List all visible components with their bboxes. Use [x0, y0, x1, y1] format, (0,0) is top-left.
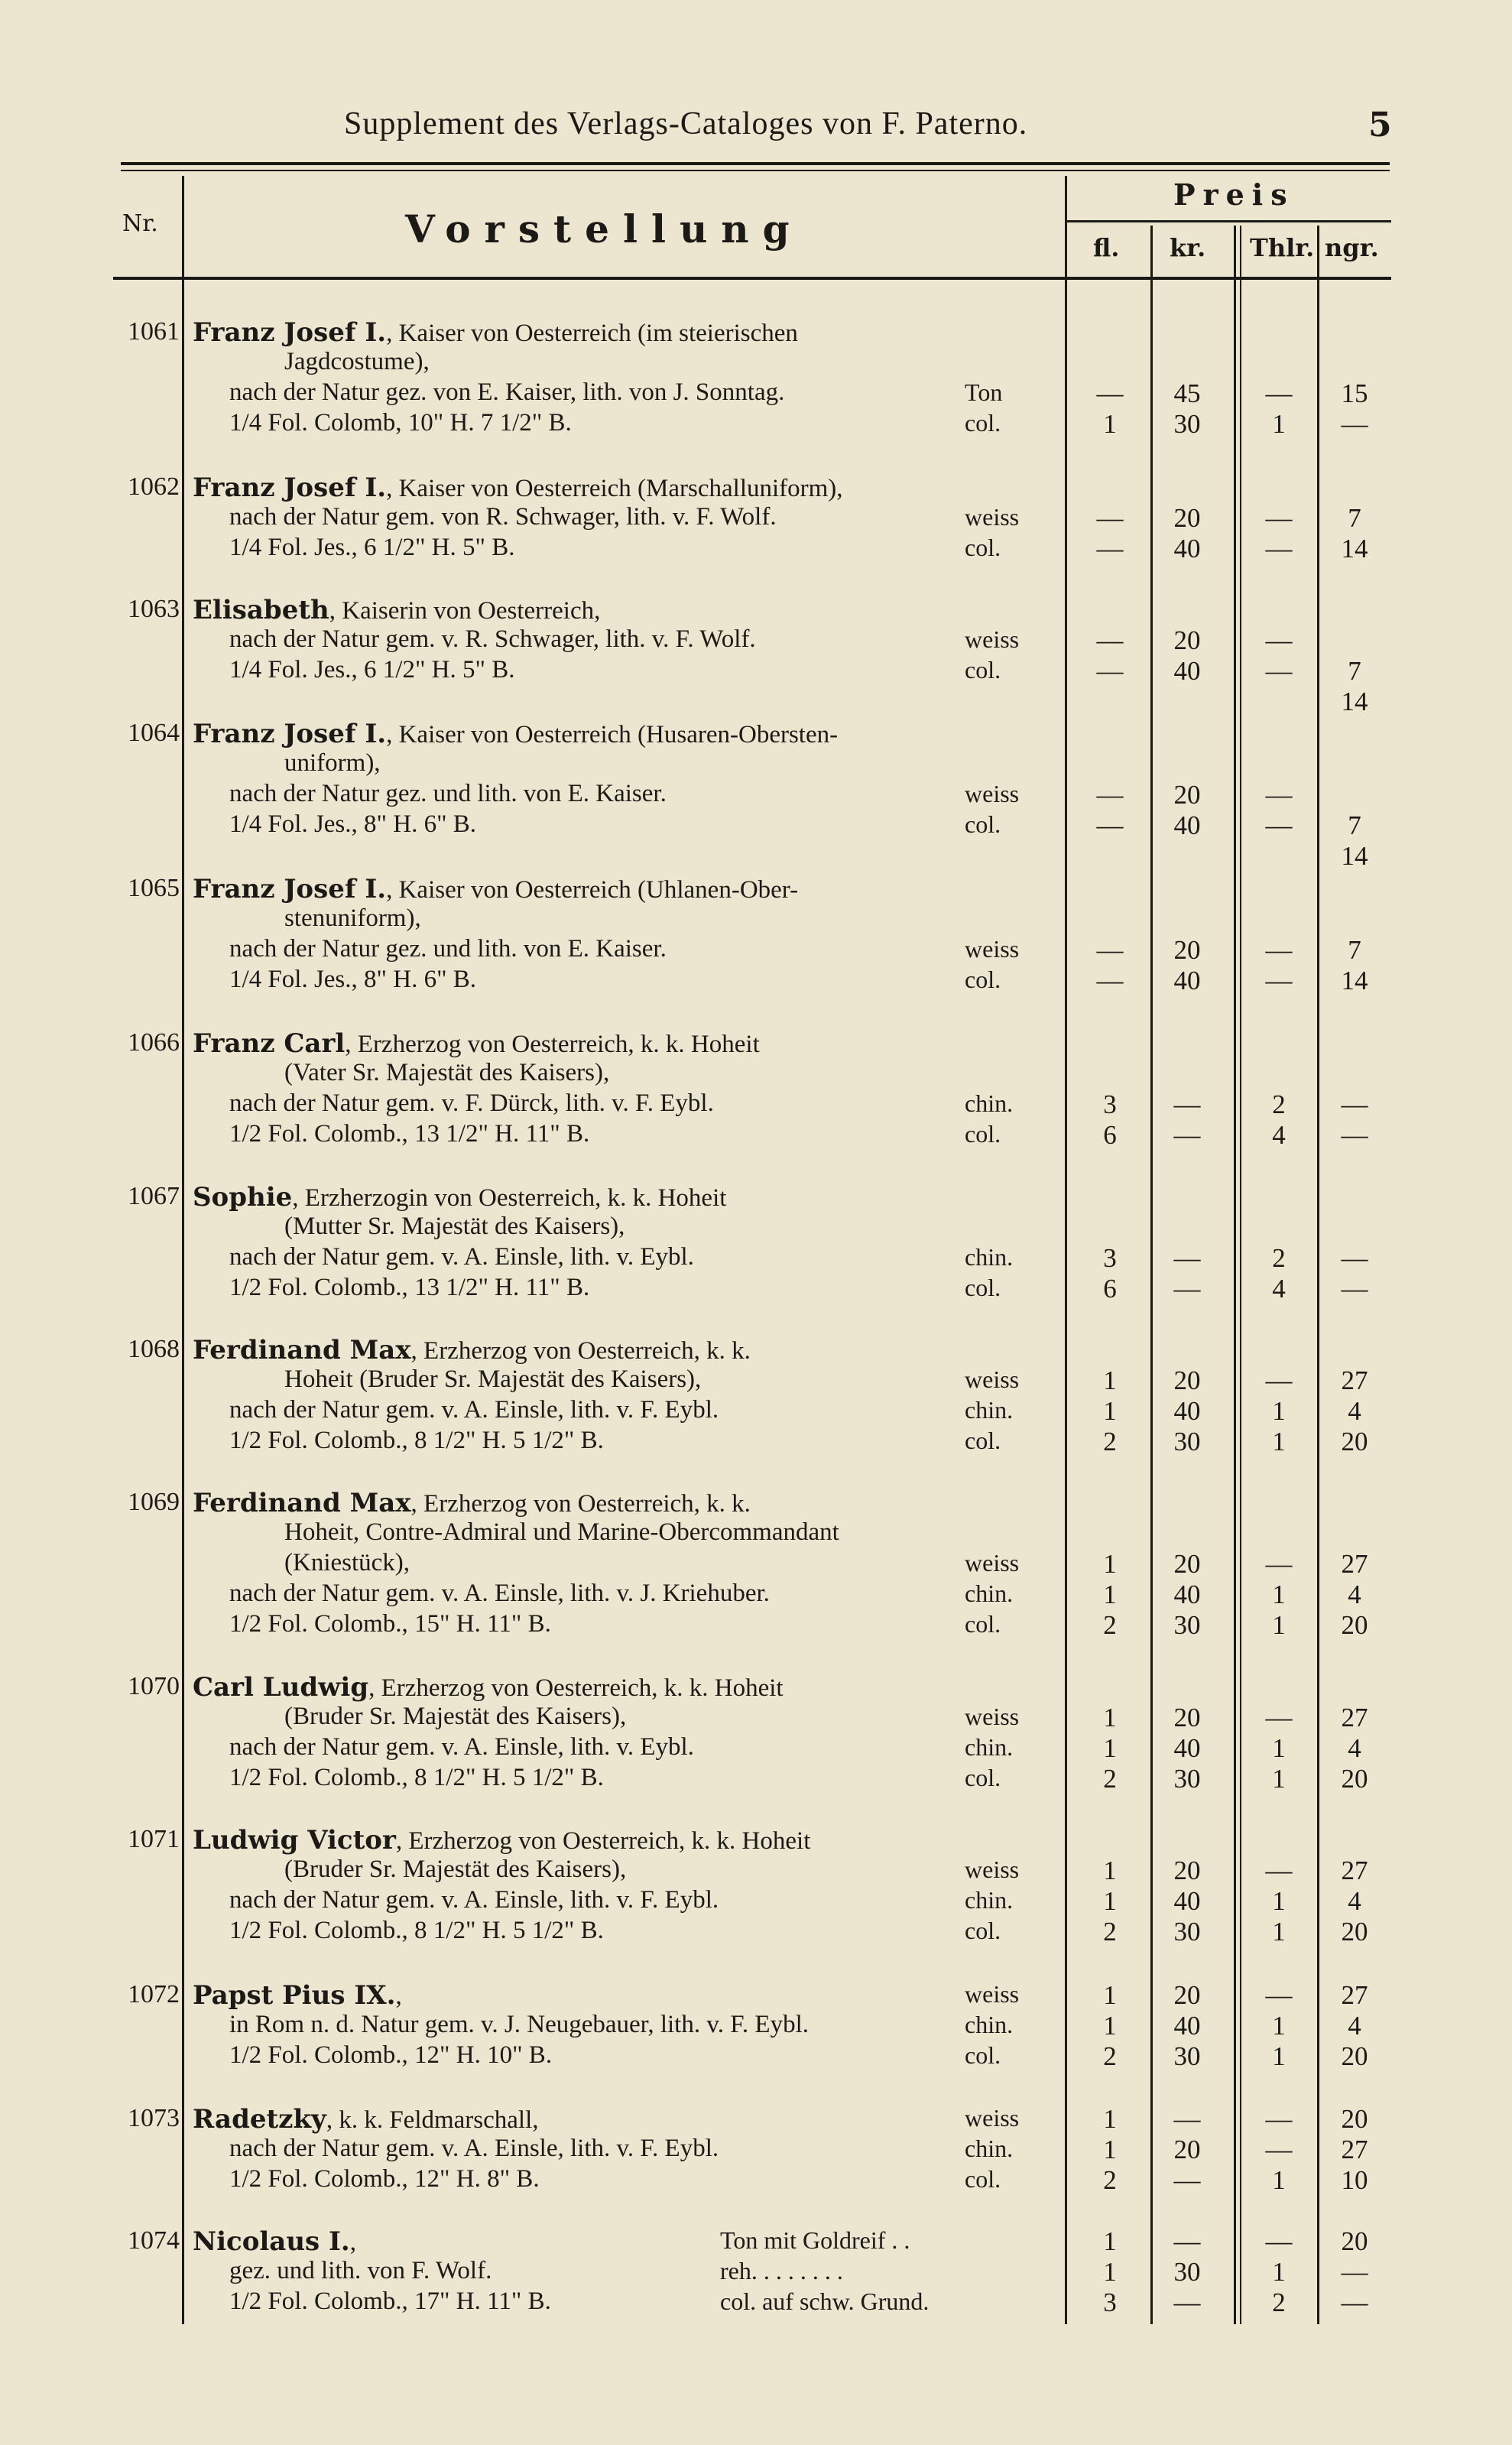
entry-name: Franz Josef I.: [193, 472, 387, 503]
entry-descriptor: , Erzherzog von Oesterreich, k. k.: [410, 1337, 751, 1365]
header-rule-top: [121, 162, 1390, 165]
column-line-kr: [1150, 226, 1153, 2324]
price-thlr: —: [1265, 503, 1293, 533]
price-ngr: —: [1341, 1089, 1368, 1119]
price-ngr: —: [1341, 1243, 1368, 1273]
variant-kind: chin.: [965, 1396, 1014, 1424]
entry-description-line: (Vater Sr. Majestät des Kaisers),: [284, 1059, 610, 1086]
price-thlr: —: [1265, 780, 1293, 810]
price-thlr: —: [1265, 1365, 1293, 1395]
price-ngr: 7: [1348, 503, 1361, 533]
price-kr: 40: [1173, 810, 1201, 840]
column-header-preis: Preis: [1173, 177, 1295, 212]
variant-kind: Ton mit Goldreif . .: [720, 2226, 910, 2254]
entry-descriptor: , Kaiser von Oesterreich (Marschalluniform),: [386, 475, 843, 502]
price-thlr: 1: [1272, 2257, 1286, 2287]
entry-descriptor: , Erzherzog von Oesterreich, k. k. Hoheit: [345, 1031, 760, 1058]
price-thlr: —: [1265, 656, 1293, 686]
price-ngr: 14: [1341, 841, 1368, 871]
variant-kind: weiss: [965, 1980, 1020, 2008]
variant-kind: col.: [965, 534, 1001, 561]
price-thlr: 1: [1272, 2011, 1286, 2041]
price-kr: 20: [1173, 1703, 1201, 1732]
price-thlr: —: [1265, 810, 1293, 840]
entry-title-line: [193, 595, 600, 625]
entry-description-line: 1/2 Fol. Colomb., 15" H. 11" B.: [229, 1610, 551, 1638]
variant-kind: col.: [965, 1120, 1001, 1148]
entry-description-line: nach der Natur gez. und lith. von E. Kaiser.: [229, 935, 667, 963]
price-thlr: 1: [1272, 1764, 1286, 1794]
entry-name: Franz Josef I.: [193, 874, 387, 904]
price-fl: 1: [1103, 1703, 1117, 1732]
price-ngr: 20: [1341, 1917, 1368, 1947]
price-ngr: 27: [1341, 1856, 1368, 1885]
price-fl: 3: [1103, 1089, 1117, 1119]
price-fl: 2: [1103, 2041, 1117, 2071]
price-thlr: —: [1265, 2135, 1293, 2164]
price-ngr: 4: [1348, 1580, 1361, 1609]
page-number: 5: [1368, 106, 1392, 144]
entry-descriptor: , Erzherzogin von Oesterreich, k. k. Hoheit: [292, 1184, 727, 1212]
column-line-nr: [182, 176, 184, 2324]
entry-description-line: nach der Natur gem. v. A. Einsle, lith. v. Eybl.: [229, 1733, 694, 1761]
column-line-thlr-b: [1240, 226, 1241, 2324]
price-fl: 2: [1103, 1610, 1117, 1640]
price-thlr: —: [1265, 935, 1293, 965]
entry-descriptor: , Erzherzog von Oesterreich, k. k. Hoheit: [395, 1827, 811, 1855]
price-ngr: 15: [1341, 378, 1368, 408]
price-fl: —: [1096, 780, 1124, 810]
variant-kind: chin.: [965, 1733, 1014, 1761]
price-fl: 2: [1103, 1427, 1117, 1456]
entry-name: Franz Josef I.: [193, 719, 387, 749]
entry-description-line: nach der Natur gem. von R. Schwager, lith. v. F. Wolf.: [229, 503, 777, 531]
column-line-ngr: [1317, 226, 1319, 2324]
variant-kind: chin.: [965, 1243, 1014, 1271]
entry-name: Nicolaus I.: [193, 2226, 350, 2257]
price-fl: 2: [1103, 2165, 1117, 2195]
price-fl: —: [1096, 625, 1124, 655]
price-kr: —: [1173, 2104, 1201, 2134]
price-ngr: —: [1341, 1120, 1368, 1150]
entry-title-line: [193, 317, 798, 348]
column-header-kr: kr.: [1170, 233, 1206, 262]
price-kr: 40: [1173, 1580, 1201, 1609]
entry-description-line: (Bruder Sr. Majestät des Kaisers),: [284, 1856, 627, 1883]
price-kr: 40: [1173, 1396, 1201, 1426]
entry-descriptor: , Kaiser von Oesterreich (Husaren-Obersten-: [386, 721, 839, 748]
column-header-nr: Nr.: [122, 210, 158, 237]
price-fl: 1: [1103, 1396, 1117, 1426]
variant-kind: col.: [965, 2165, 1001, 2193]
entry-title-line: [193, 1980, 402, 2011]
price-thlr: 1: [1272, 1427, 1286, 1456]
entry-description-line: stenuniform),: [284, 904, 421, 932]
price-thlr: —: [1265, 534, 1293, 563]
entry-number: 1068: [128, 1335, 180, 1363]
price-kr: 20: [1173, 1980, 1201, 2010]
entry-description-line: Hoheit, Contre-Admiral und Marine-Obercommandant: [284, 1518, 839, 1546]
price-thlr: 2: [1272, 1089, 1286, 1119]
price-thlr: —: [1265, 378, 1293, 408]
column-header-ngr: ngr.: [1325, 233, 1379, 262]
entry-number: 1062: [128, 472, 180, 501]
variant-kind: weiss: [965, 1703, 1020, 1730]
entry-description-line: 1/4 Fol. Jes., 6 1/2" H. 5" B.: [229, 656, 515, 683]
price-ngr: 27: [1341, 1365, 1368, 1395]
price-thlr: —: [1265, 2226, 1293, 2256]
price-kr: 40: [1173, 1733, 1201, 1763]
variant-kind: col.: [965, 409, 1001, 437]
entry-description-line: 1/4 Fol. Jes., 8" H. 6" B.: [229, 966, 477, 993]
price-kr: 30: [1173, 1764, 1201, 1794]
price-ngr: —: [1341, 409, 1368, 439]
entry-number: 1070: [128, 1672, 180, 1700]
entry-name: Papst Pius IX.: [193, 1980, 396, 2011]
entry-description-line: nach der Natur gez. von E. Kaiser, lith. von J. Sonntag.: [229, 378, 785, 406]
entry-number: 1065: [128, 874, 180, 902]
price-ngr: 4: [1348, 2011, 1361, 2041]
entry-number: 1074: [128, 2226, 180, 2255]
price-fl: 1: [1103, 2011, 1117, 2041]
entry-title-line: [193, 1182, 726, 1213]
entry-name: Carl Ludwig: [193, 1672, 369, 1703]
entry-description-line: nach der Natur gem. v. A. Einsle, lith. v. J. Kriehuber.: [229, 1580, 770, 1607]
entry-description-line: gez. und lith. von F. Wolf.: [229, 2257, 492, 2284]
price-kr: —: [1173, 2226, 1201, 2256]
price-fl: 2: [1103, 1764, 1117, 1794]
entry-number: 1073: [128, 2104, 180, 2132]
entry-number: 1071: [128, 1825, 180, 1853]
entry-descriptor: , Kaiserin von Oesterreich,: [329, 597, 601, 625]
entry-title-line: [193, 472, 843, 503]
price-ngr: 4: [1348, 1886, 1361, 1916]
price-fl: 6: [1103, 1274, 1117, 1304]
price-ngr: 20: [1341, 1610, 1368, 1640]
price-ngr: 20: [1341, 1427, 1368, 1456]
entry-description-line: Hoheit (Bruder Sr. Majestät des Kaisers),: [284, 1365, 702, 1393]
entry-name: Ferdinand Max: [193, 1335, 411, 1365]
price-kr: 20: [1173, 2135, 1201, 2164]
entry-description-line: 1/2 Fol. Colomb., 8 1/2" H. 5 1/2" B.: [229, 1427, 604, 1454]
entry-description-line: 1/4 Fol. Colomb, 10" H. 7 1/2" B.: [229, 409, 572, 437]
price-fl: —: [1096, 656, 1124, 686]
price-ngr: 7: [1348, 935, 1361, 965]
entry-description-line: nach der Natur gem. v. A. Einsle, lith. v. Eybl.: [229, 1243, 694, 1271]
price-ngr: 4: [1348, 1396, 1361, 1426]
preis-underline: [1066, 220, 1391, 222]
price-thlr: 1: [1272, 1396, 1286, 1426]
entry-number: 1066: [128, 1028, 180, 1057]
entry-name: Franz Carl: [193, 1028, 346, 1059]
price-kr: —: [1173, 1089, 1201, 1119]
variant-kind: col.: [965, 1764, 1001, 1791]
price-kr: 40: [1173, 2011, 1201, 2041]
price-fl: —: [1096, 534, 1124, 563]
price-fl: 1: [1103, 2104, 1117, 2134]
variant-kind: col.: [965, 1274, 1001, 1301]
price-kr: 30: [1173, 1610, 1201, 1640]
price-thlr: 1: [1272, 2041, 1286, 2071]
price-ngr: 20: [1341, 2041, 1368, 2071]
price-fl: —: [1096, 966, 1124, 995]
price-fl: 3: [1103, 2288, 1117, 2317]
entry-number: 1061: [128, 317, 180, 346]
column-line-thlr-a: [1234, 226, 1236, 2324]
variant-kind: chin.: [965, 1580, 1014, 1607]
entry-description-line: nach der Natur gez. und lith. von E. Kaiser.: [229, 780, 667, 807]
price-kr: 30: [1173, 1427, 1201, 1456]
price-fl: 1: [1103, 1856, 1117, 1885]
price-kr: 20: [1173, 780, 1201, 810]
price-kr: —: [1173, 1274, 1201, 1304]
price-kr: 40: [1173, 534, 1201, 563]
entry-description-line: 1/2 Fol. Colomb., 17" H. 11" B.: [229, 2288, 551, 2315]
price-kr: 20: [1173, 625, 1201, 655]
entry-name: Ferdinand Max: [193, 1488, 411, 1518]
price-fl: 1: [1103, 409, 1117, 439]
entry-description-line: nach der Natur gem. v. A. Einsle, lith. v. F. Eybl.: [229, 2135, 719, 2162]
price-ngr: 27: [1341, 1549, 1368, 1579]
entry-name: Franz Josef I.: [193, 317, 387, 348]
price-fl: 1: [1103, 1733, 1117, 1763]
entry-name: Ludwig Victor: [193, 1825, 396, 1856]
column-header-fl: fl.: [1093, 233, 1120, 262]
entry-description-line: 1/4 Fol. Jes., 8" H. 6" B.: [229, 810, 477, 838]
variant-kind: weiss: [965, 1856, 1020, 1883]
entry-title-line: [193, 1488, 751, 1518]
entry-descriptor: , Kaiser von Oesterreich (im steierischen: [386, 320, 798, 347]
entry-title-line: [193, 2226, 356, 2257]
variant-kind: reh. . . . . . . .: [720, 2257, 843, 2284]
price-ngr: 20: [1341, 2104, 1368, 2134]
entry-number: 1069: [128, 1488, 180, 1516]
entry-title-line: [193, 874, 798, 904]
price-kr: 30: [1173, 2257, 1201, 2287]
entry-description-line: 1/2 Fol. Colomb., 12" H. 10" B.: [229, 2041, 553, 2069]
entry-title-line: [193, 2104, 539, 2135]
price-ngr: 27: [1341, 2135, 1368, 2164]
price-fl: 2: [1103, 1917, 1117, 1947]
price-fl: 1: [1103, 2257, 1117, 2287]
entry-title-line: [193, 719, 838, 749]
price-fl: 1: [1103, 2135, 1117, 2164]
price-ngr: 27: [1341, 1703, 1368, 1732]
price-ngr: 10: [1341, 2165, 1368, 2195]
price-fl: 1: [1103, 1580, 1117, 1609]
entry-description-line: 1/2 Fol. Colomb., 13 1/2" H. 11" B.: [229, 1274, 590, 1301]
entry-title-line: [193, 1028, 760, 1059]
price-fl: —: [1096, 935, 1124, 965]
entry-description-line: 1/2 Fol. Colomb., 8 1/2" H. 5 1/2" B.: [229, 1917, 604, 1944]
entry-descriptor: ,: [349, 2229, 357, 2256]
price-fl: 3: [1103, 1243, 1117, 1273]
variant-kind: col.: [965, 966, 1001, 993]
price-ngr: 7: [1348, 810, 1361, 840]
variant-kind: chin.: [965, 1089, 1014, 1117]
variant-kind: weiss: [965, 1549, 1020, 1576]
price-ngr: 14: [1341, 687, 1368, 716]
running-title: Supplement des Verlags-Cataloges von F. Paterno.: [344, 106, 1028, 141]
variant-kind: chin.: [965, 1886, 1014, 1914]
price-thlr: —: [1265, 625, 1293, 655]
variant-kind: col.: [965, 1427, 1001, 1454]
price-thlr: 1: [1272, 1580, 1286, 1609]
column-line-fl: [1065, 176, 1067, 2324]
entry-name: Elisabeth: [193, 595, 329, 625]
variant-kind: weiss: [965, 935, 1020, 963]
entry-name: Sophie: [193, 1182, 293, 1213]
price-kr: 45: [1173, 378, 1201, 408]
entry-number: 1064: [128, 719, 180, 747]
entry-description-line: (Kniestück),: [284, 1549, 410, 1576]
price-thlr: 1: [1272, 2165, 1286, 2195]
entry-descriptor: , Kaiser von Oesterreich (Uhlanen-Ober-: [386, 876, 799, 904]
price-ngr: 14: [1341, 966, 1368, 995]
price-fl: —: [1096, 503, 1124, 533]
price-thlr: 2: [1272, 2288, 1286, 2317]
price-kr: 40: [1173, 656, 1201, 686]
price-fl: 6: [1103, 1120, 1117, 1150]
price-kr: 30: [1173, 409, 1201, 439]
price-thlr: 4: [1272, 1274, 1286, 1304]
price-ngr: —: [1341, 2288, 1368, 2317]
entry-title-line: [193, 1825, 810, 1856]
price-ngr: 20: [1341, 1764, 1368, 1794]
entry-description-line: Jagdcostume),: [284, 348, 430, 375]
entry-description-line: (Bruder Sr. Majestät des Kaisers),: [284, 1703, 627, 1730]
price-ngr: —: [1341, 1274, 1368, 1304]
variant-kind: col.: [965, 2041, 1001, 2069]
variant-kind: weiss: [965, 1365, 1020, 1393]
variant-kind: Ton: [965, 378, 1003, 406]
entry-name: Radetzky: [193, 2104, 326, 2135]
price-fl: 1: [1103, 1886, 1117, 1916]
price-kr: —: [1173, 1120, 1201, 1150]
price-kr: 20: [1173, 503, 1201, 533]
entry-description-line: 1/2 Fol. Colomb., 12" H. 8" B.: [229, 2165, 540, 2193]
price-kr: 20: [1173, 935, 1201, 965]
price-thlr: 1: [1272, 1886, 1286, 1916]
price-thlr: 1: [1272, 409, 1286, 439]
price-thlr: —: [1265, 1856, 1293, 1885]
price-thlr: —: [1265, 1703, 1293, 1732]
variant-kind: col. auf schw. Grund.: [720, 2288, 930, 2315]
entry-descriptor: , k. k. Feldmarschall,: [326, 2106, 539, 2134]
entry-number: 1067: [128, 1182, 180, 1210]
entry-description-line: 1/4 Fol. Jes., 6 1/2" H. 5" B.: [229, 534, 515, 561]
entry-title-line: [193, 1335, 751, 1365]
price-thlr: 1: [1272, 1733, 1286, 1763]
entry-description-line: 1/2 Fol. Colomb., 13 1/2" H. 11" B.: [229, 1120, 590, 1148]
variant-kind: weiss: [965, 625, 1020, 653]
entry-number: 1072: [128, 1980, 180, 2008]
entry-descriptor: , Erzherzog von Oesterreich, k. k.: [410, 1490, 751, 1518]
price-thlr: —: [1265, 2104, 1293, 2134]
column-header-thlr: Thlr.: [1250, 233, 1315, 262]
entry-description-line: nach der Natur gem. v. R. Schwager, lith. v. F. Wolf.: [229, 625, 756, 653]
variant-kind: chin.: [965, 2011, 1014, 2038]
price-kr: 30: [1173, 1917, 1201, 1947]
price-kr: 30: [1173, 2041, 1201, 2071]
variant-kind: weiss: [965, 780, 1020, 807]
variant-kind: weiss: [965, 503, 1020, 531]
variant-kind: col.: [965, 1917, 1001, 1944]
price-fl: —: [1096, 378, 1124, 408]
price-kr: 20: [1173, 1365, 1201, 1395]
price-ngr: 27: [1341, 1980, 1368, 2010]
entry-description-line: uniform),: [284, 749, 381, 777]
entry-description-line: 1/2 Fol. Colomb., 8 1/2" H. 5 1/2" B.: [229, 1764, 604, 1791]
price-fl: 1: [1103, 1365, 1117, 1395]
variant-kind: weiss: [965, 2104, 1020, 2132]
header-bottom-rule: [113, 277, 1391, 280]
price-fl: 1: [1103, 2226, 1117, 2256]
entry-description-line: in Rom n. d. Natur gem. v. J. Neugebauer, lith. v. F. Eybl.: [229, 2011, 809, 2038]
price-ngr: 20: [1341, 2226, 1368, 2256]
price-thlr: 4: [1272, 1120, 1286, 1150]
entry-description-line: nach der Natur gem. v. A. Einsle, lith. v. F. Eybl.: [229, 1396, 719, 1424]
price-kr: —: [1173, 2165, 1201, 2195]
price-thlr: 1: [1272, 1917, 1286, 1947]
price-thlr: 2: [1272, 1243, 1286, 1273]
variant-kind: col.: [965, 810, 1001, 838]
price-thlr: 1: [1272, 1610, 1286, 1640]
price-thlr: —: [1265, 1549, 1293, 1579]
price-fl: 1: [1103, 1980, 1117, 2010]
column-header-vorstellung: Vorstellung: [405, 206, 803, 252]
price-thlr: —: [1265, 966, 1293, 995]
price-ngr: 14: [1341, 534, 1368, 563]
variant-kind: col.: [965, 1610, 1001, 1638]
entry-description-line: nach der Natur gem. v. F. Dürck, lith. v. F. Eybl.: [229, 1089, 714, 1117]
entry-description-line: nach der Natur gem. v. A. Einsle, lith. v. F. Eybl.: [229, 1886, 719, 1914]
entry-descriptor: ,: [395, 1982, 402, 2010]
price-kr: 20: [1173, 1856, 1201, 1885]
price-kr: —: [1173, 1243, 1201, 1273]
price-kr: 20: [1173, 1549, 1201, 1579]
price-ngr: —: [1341, 2257, 1368, 2287]
price-kr: —: [1173, 2288, 1201, 2317]
entry-descriptor: , Erzherzog von Oesterreich, k. k. Hoheit: [368, 1674, 784, 1702]
price-fl: —: [1096, 810, 1124, 840]
entry-description-line: (Mutter Sr. Majestät des Kaisers),: [284, 1213, 625, 1240]
entry-number: 1063: [128, 595, 180, 623]
header-rule-second: [121, 170, 1390, 171]
price-thlr: —: [1265, 1980, 1293, 2010]
entry-title-line: [193, 1672, 784, 1703]
price-ngr: 4: [1348, 1733, 1361, 1763]
variant-kind: col.: [965, 656, 1001, 683]
variant-kind: chin.: [965, 2135, 1014, 2162]
price-kr: 40: [1173, 966, 1201, 995]
price-ngr: 7: [1348, 656, 1361, 686]
price-kr: 40: [1173, 1886, 1201, 1916]
price-fl: 1: [1103, 1549, 1117, 1579]
